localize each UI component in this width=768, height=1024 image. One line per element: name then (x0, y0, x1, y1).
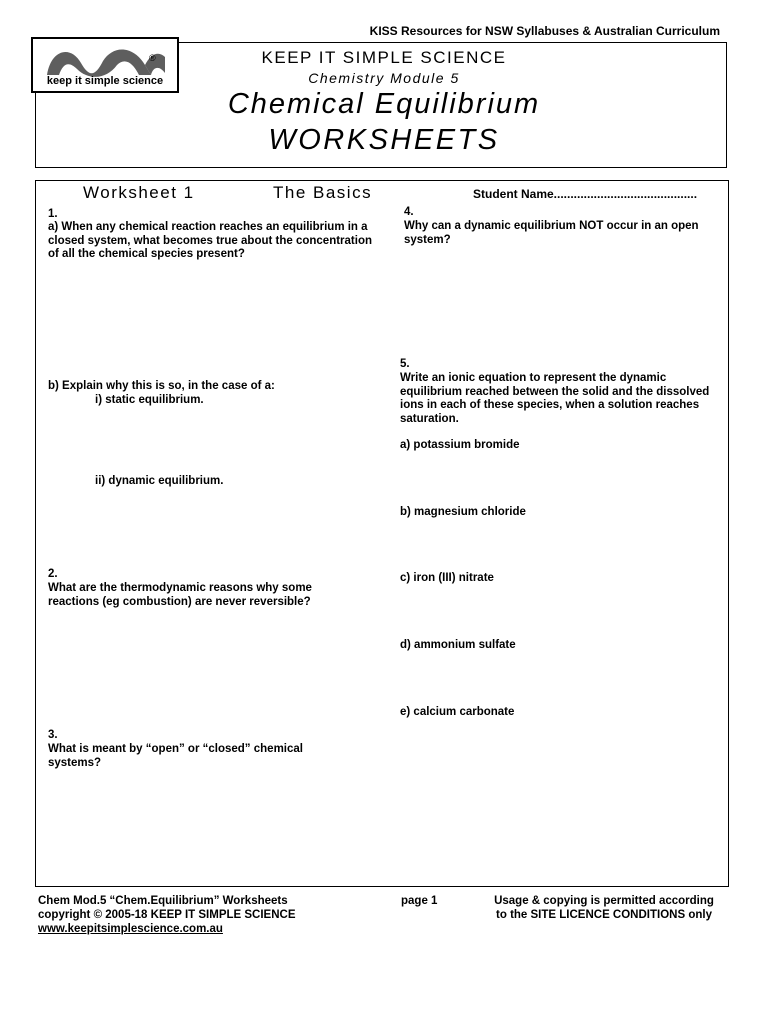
worksheet-frame (35, 180, 729, 887)
question-4: Why can a dynamic equilibrium NOT occur in an open system? (404, 220, 699, 246)
question-2: What are the thermodynamic reasons why some reactions (eg combustion) are never reversible? (48, 582, 312, 608)
page-number: page 1 (401, 895, 438, 907)
question-1a: a) When any chemical reaction reaches an equilibrium in a closed system, what becomes true about the concentration of all the chemical species present? (48, 221, 372, 260)
footer-licence-line2: to the SITE LICENCE CONDITIONS only (496, 909, 712, 921)
question-4-number: 4. (404, 206, 414, 218)
question-5b: b) magnesium chloride (400, 506, 526, 518)
footer-licence-line1: Usage & copying is permitted according (494, 895, 714, 907)
question-5-number: 5. (400, 358, 410, 370)
student-name-field: Student Name........................................... (473, 187, 698, 201)
footer-licence (478, 894, 730, 922)
worksheet-title: Worksheet 1 (83, 183, 195, 202)
question-5e: e) calcium carbonate (400, 706, 515, 718)
resource-banner: KISS Resources for NSW Syllabuses & Australian Curriculum (369, 24, 720, 38)
document-title: Chemical Equilibrium (227, 88, 541, 120)
brand-name: KEEP IT SIMPLE SCIENCE (261, 48, 507, 67)
module-name: Chemistry Module 5 (308, 70, 460, 86)
question-1b-ii: ii) dynamic equilibrium. (95, 475, 224, 487)
question-5c: c) iron (III) nitrate (400, 572, 494, 584)
question-1b-i: i) static equilibrium. (95, 394, 204, 406)
document-subtitle: WORKSHEETS (268, 124, 500, 156)
footer-copyright: copyright © 2005-18 KEEP IT SIMPLE SCIENCE (38, 909, 296, 921)
question-3: What is meant by “open” or “closed” chemical systems? (48, 743, 303, 769)
question-5a: a) potassium bromide (400, 439, 520, 451)
footer-left (38, 894, 296, 936)
question-1b: b) Explain why this is so, in the case of a: (48, 380, 275, 392)
question-1-number: 1. (48, 208, 58, 220)
question-5: Write an ionic equation to represent the dynamic equilibrium reached between the solid and the dissolved ions in each of these species, when a solution reaches saturation. (400, 372, 710, 425)
footer-course-line: Chem Mod.5 “Chem.Equilibrium” Worksheets (38, 895, 288, 907)
question-5d: d) ammonium sulfate (400, 639, 516, 651)
worksheet-subtitle: The Basics (273, 183, 373, 202)
registered-mark: ® (149, 53, 156, 63)
footer-website-link[interactable]: www.keepitsimplescience.com.au (38, 923, 223, 935)
question-3-number: 3. (48, 729, 58, 741)
logo-text: keep it simple science (46, 75, 164, 87)
question-2-number: 2. (48, 568, 58, 580)
